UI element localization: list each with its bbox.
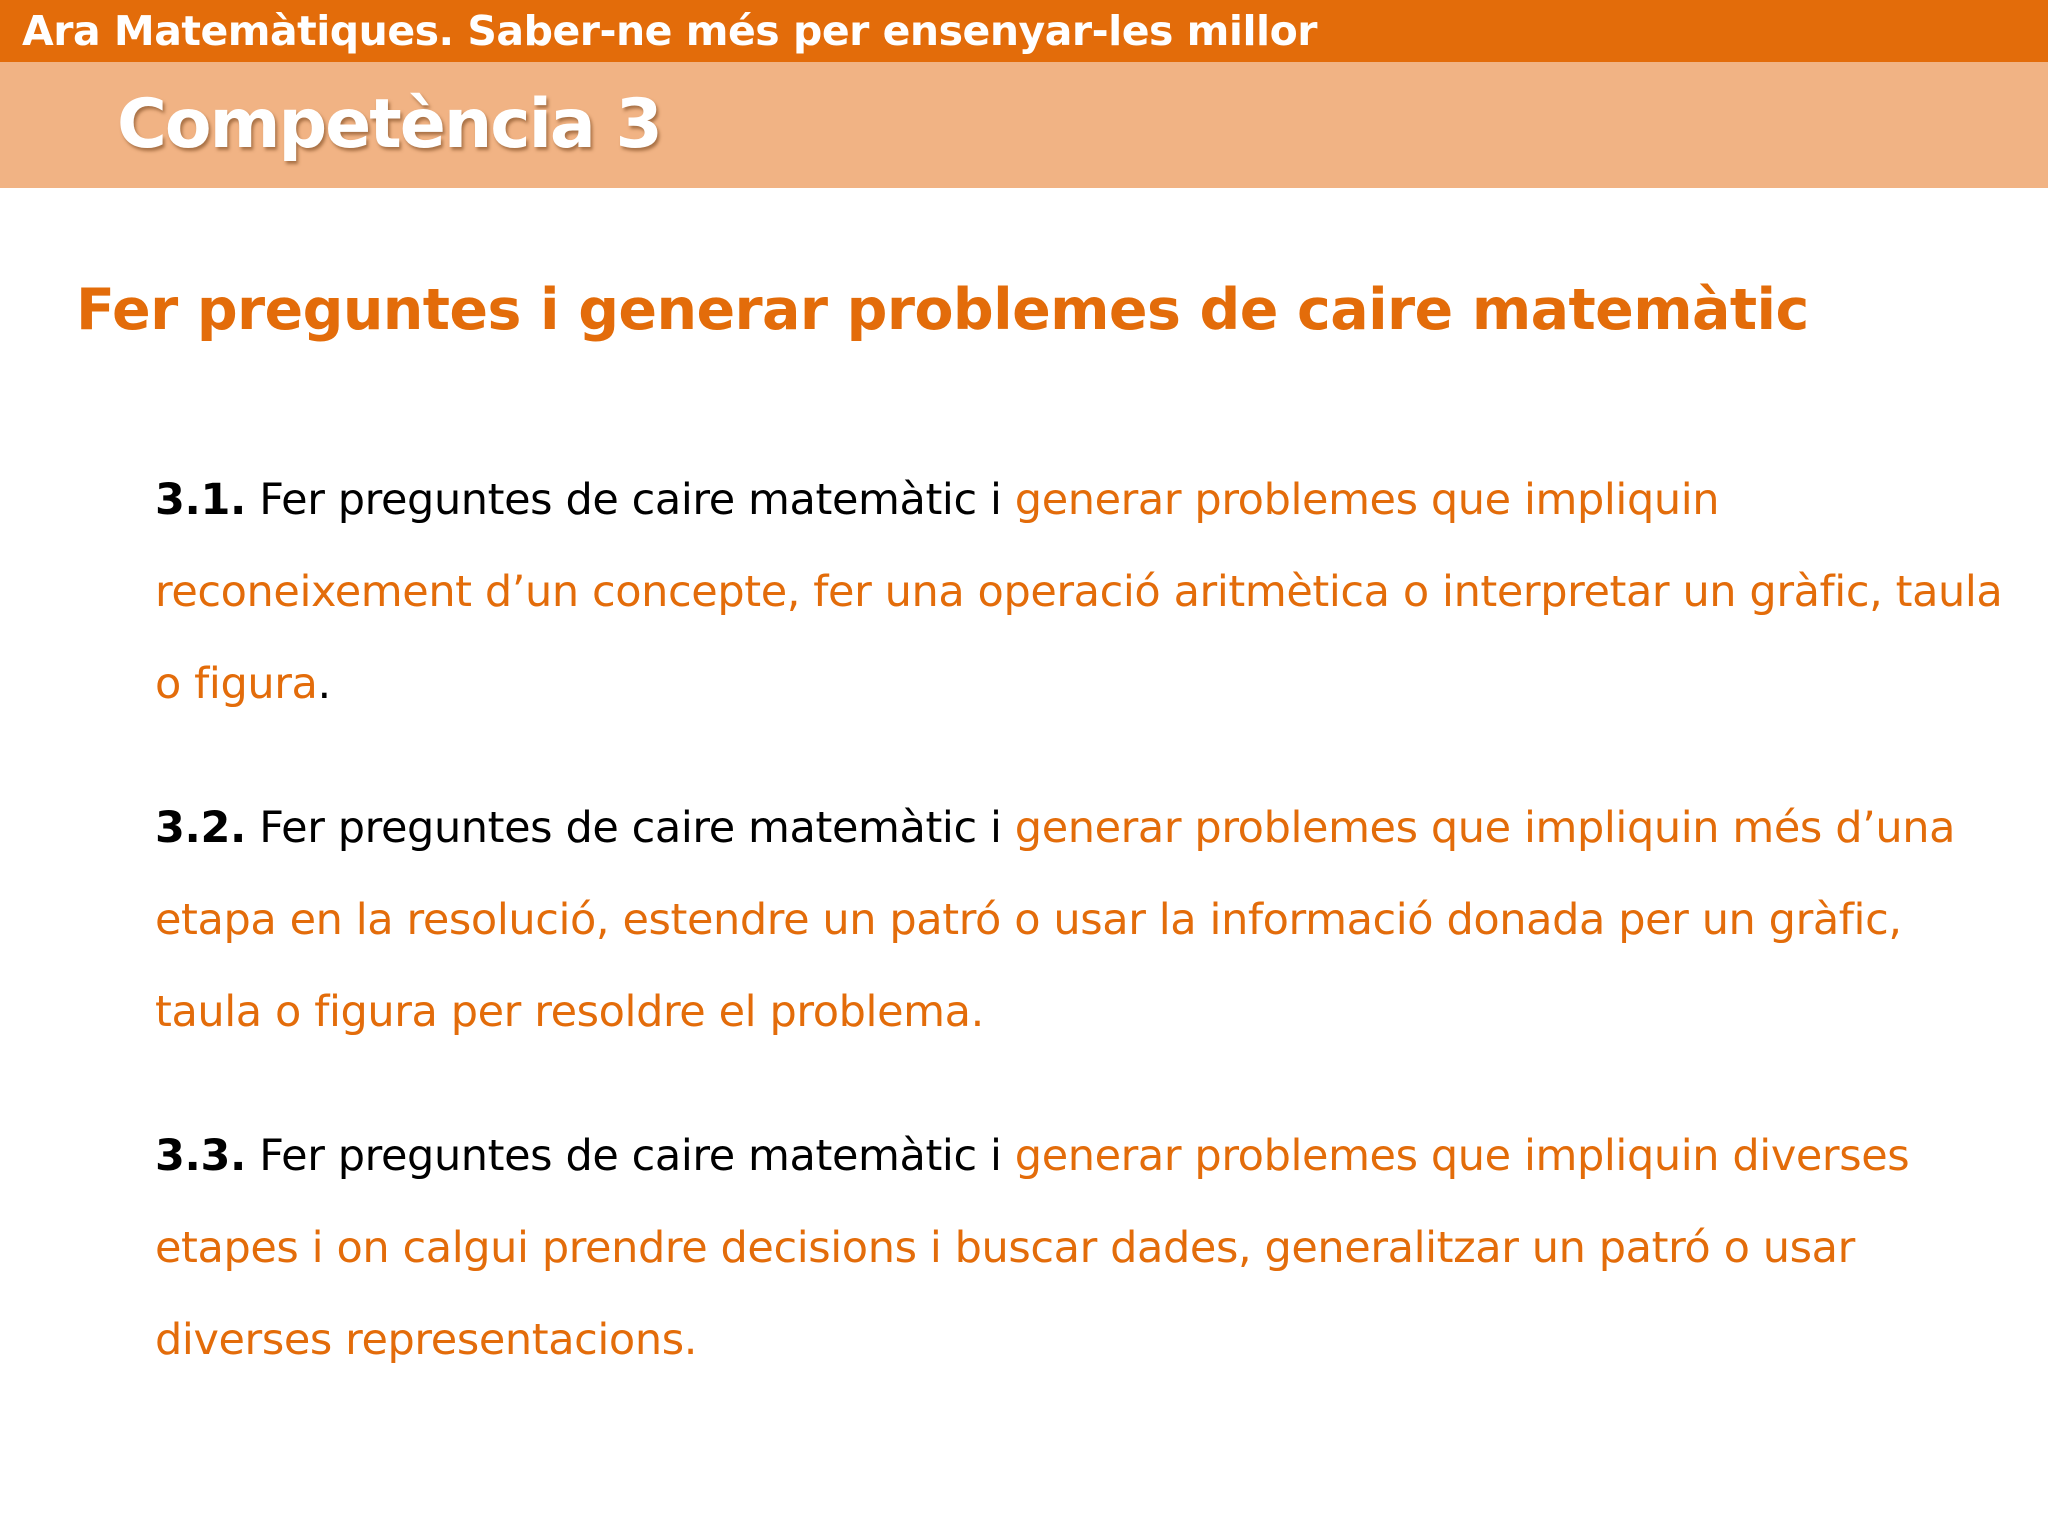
competence-item-3-1 [155, 454, 2015, 730]
item-highlight-text: generar problemes que impliquin reconeixement d’un concepte, fer una operació aritmètica o interpretar un gràfic, taula o figura [155, 475, 2003, 709]
item-number: 3.3. [155, 1131, 246, 1181]
competence-item-3-3 [155, 1110, 2015, 1386]
course-title: Ara Matemàtiques. Saber-ne més per ensenyar-les millor [22, 7, 1317, 55]
item-highlight-text: generar problemes que impliquin diverses etapes i on calgui prendre decisions i buscar dades, generalitzar un patró o usar diverses representacions. [155, 1131, 1910, 1365]
item-lead-text: Fer preguntes de caire matemàtic i [245, 803, 1015, 853]
item-number: 3.2. [155, 803, 246, 853]
competence-item-3-2 [155, 782, 2015, 1058]
top-bar [0, 0, 2048, 62]
slide-title: Competència 3 [117, 85, 661, 164]
item-lead-text: Fer preguntes de caire matemàtic i [245, 1131, 1015, 1181]
section-subtitle: Fer preguntes i generar problemes de caire matemàtic [76, 277, 1809, 343]
item-number: 3.1. [155, 475, 246, 525]
item-tail-text: . [317, 659, 331, 709]
item-highlight-text: generar problemes que impliquin més d’una etapa en la resolució, estendre un patró o usar la informació donada per un gràfic, taula o figura per resoldre el problema. [155, 803, 1956, 1037]
item-lead-text: Fer preguntes de caire matemàtic i [245, 475, 1015, 525]
